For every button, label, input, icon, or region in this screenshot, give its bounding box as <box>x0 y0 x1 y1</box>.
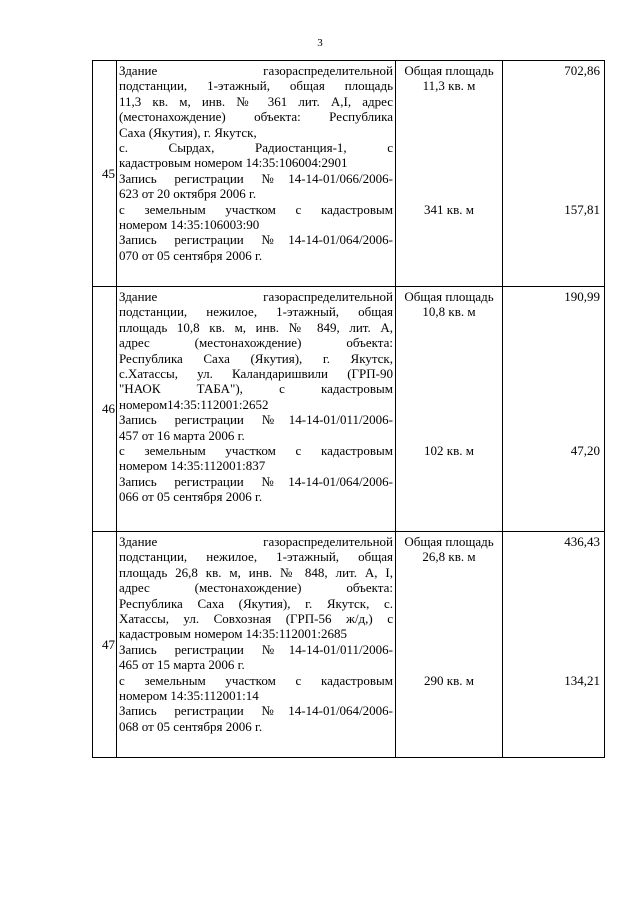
description-line: Запись регистрации №14-14-01/011/2006- <box>119 412 393 428</box>
description-line: Запись регистрации №14-14-01/064/2006- <box>119 473 393 489</box>
description-line: Здание газораспределительной <box>119 534 393 549</box>
building-price: 190,99 <box>564 289 600 304</box>
table-row <box>93 61 605 287</box>
area-cell <box>396 532 503 758</box>
land-price: 134,21 <box>564 672 600 688</box>
description-line: (местонахождение) объекта: Республика <box>119 109 393 125</box>
description-line: номером 14:35:112001:837 <box>119 458 266 474</box>
building-area: 10,8 кв. м <box>422 304 476 320</box>
description-line: номером14:35:112001:2652 <box>119 396 269 412</box>
area-label: Общая площадь <box>404 289 494 304</box>
row-number: 45 <box>93 61 117 287</box>
land-price: 47,20 <box>570 443 600 458</box>
description-line: 457 от 16 марта 2006 г. <box>119 427 245 443</box>
description-line: подстанции, нежилое, 1-этажный, общая <box>119 549 393 565</box>
building-area: 11,3 кв. м <box>422 78 476 94</box>
description-line: кадастровым номером 14:35:106004:2901 <box>119 155 348 171</box>
row-number: 47 <box>93 532 117 758</box>
price-cell <box>503 61 605 287</box>
description-line: номером 14:35:112001:14 <box>119 688 259 704</box>
description-line: номером 14:35:106003:90 <box>119 217 260 233</box>
description-line: кадастровым номером 14:35:112001:2685 <box>119 626 348 642</box>
land-area: 290 кв. м <box>424 672 474 688</box>
description-line: с. Сырдах, Радиостанция-1, с <box>119 140 393 156</box>
description-line: с земельным участком с кадастровым <box>119 443 393 459</box>
table-row <box>93 532 605 758</box>
description-line: 066 от 05 сентября 2006 г. <box>119 489 263 505</box>
description-line: 068 от 05 сентября 2006 г. <box>119 718 263 734</box>
description-line: Здание газораспределительной <box>119 63 393 78</box>
area-label: Общая площадь <box>404 63 494 78</box>
description-line: с земельным участком с кадастровым <box>119 201 393 217</box>
building-price: 436,43 <box>564 534 600 549</box>
description-line: с.Хатассы, ул. Каландаришвили (ГРП-90 <box>119 366 393 382</box>
description-line: Хатассы, ул. Совхозная (ГРП-56 ж/д,) с <box>119 611 393 627</box>
land-price: 157,81 <box>564 201 600 217</box>
description-line: 465 от 15 марта 2006 г. <box>119 657 245 673</box>
page-number: 3 <box>317 37 323 49</box>
description-line: "НАОК ТАБА"), с кадастровым <box>119 381 393 397</box>
description-line: Здание газораспределительной <box>119 289 393 304</box>
area-cell <box>396 61 503 287</box>
object-description <box>117 61 396 287</box>
land-area: 102 кв. м <box>424 443 474 458</box>
description-line: Запись регистрации №14-14-01/064/2006- <box>119 703 393 719</box>
object-description <box>117 287 396 532</box>
description-line: адрес (местонахождение) объекта: <box>119 335 393 351</box>
description-line: Республика Саха (Якутия), г. Якутск, с. <box>119 595 393 611</box>
description-line: Запись регистрации №14-14-01/011/2006- <box>119 641 393 657</box>
area-label: Общая площадь <box>404 534 494 549</box>
land-area: 341 кв. м <box>424 201 474 217</box>
description-line: с земельным участком с кадастровым <box>119 672 393 688</box>
description-line: подстанции, нежилое, 1-этажный, общая <box>119 304 393 320</box>
property-table <box>92 60 605 758</box>
table-row <box>93 287 605 532</box>
description-line: Саха (Якутия), г. Якутск, <box>119 124 257 140</box>
building-area: 26,8 кв. м <box>422 549 476 565</box>
area-cell <box>396 287 503 532</box>
description-line: подстанции, 1-этажный, общая площадь <box>119 78 393 94</box>
description-line: 070 от 05 сентября 2006 г. <box>119 247 263 263</box>
price-cell <box>503 287 605 532</box>
description-line: Республика Саха (Якутия), г. Якутск, <box>119 350 393 366</box>
description-line: Запись регистрации №14-14-01/064/2006- <box>119 232 393 248</box>
object-description <box>117 532 396 758</box>
description-line: площадь 26,8 кв. м, инв. № 848, лит. А, I, <box>119 564 393 580</box>
description-line: 623 от 20 октября 2006 г. <box>119 186 257 202</box>
description-line: Запись регистрации №14-14-01/066/2006- <box>119 170 393 186</box>
description-line: адрес (местонахождение) объекта: <box>119 580 393 596</box>
description-line: 11,3 кв. м, инв. № 361 лит. А,I, адрес <box>119 93 393 109</box>
building-price: 702,86 <box>564 63 600 78</box>
row-number: 46 <box>93 287 117 532</box>
description-line: площадь 10,8 кв. м, инв. № 849, лит. А, <box>119 319 393 335</box>
price-cell <box>503 532 605 758</box>
